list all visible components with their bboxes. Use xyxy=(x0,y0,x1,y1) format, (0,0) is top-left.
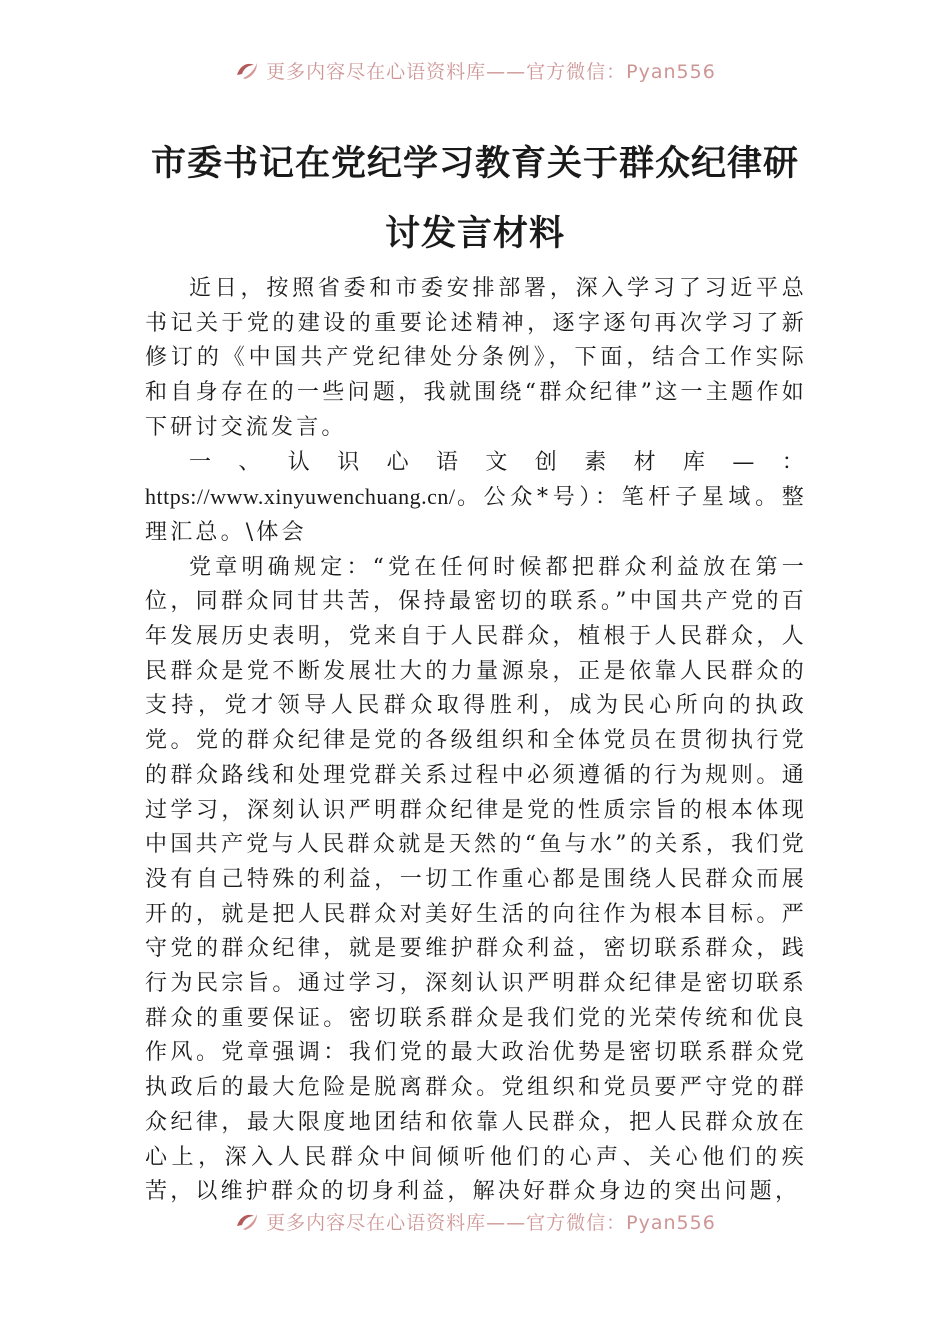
section-heading-suffix: 。公众*号）：笔杆子星域。整理汇总。\体会 xyxy=(145,485,807,545)
paragraph-intro: 近日，按照省委和市委安排部署，深入学习了习近平总书记关于党的建设的重要论述精神，逐字逐句再次学习了新修订的《中国共产党纪律处分条例》，下面，结合工作实际和自身存在的一些问题，我就围绕“群众纪律”这一主题作如下研讨交流发言。 xyxy=(145,276,807,440)
footer-watermark-banner xyxy=(0,1208,950,1234)
section-heading-text: 一、认识心语文创素材库—： xyxy=(189,449,807,475)
paragraph-section-heading xyxy=(145,446,807,551)
document-title-line-2: 讨发言材料 xyxy=(384,213,565,254)
paragraph-body: 党章明确规定：“党在任何时候都把群众利益放在第一位，同群众同甘共苦，保持最密切的联系。”中国共产党的百年发展历史表明，党来自于人民群众，植根于人民群众，人民群众是党不断发展壮大的力量源泉，正是依靠人民群众的支持，党才领导人民群众取得胜利，成为民心所向的执政党。党的群众纪律是党的各级组织和全体党员在贯彻执行党的群众路线和处理党群关系过程中必须遵循的行为规则。通过学习，深刻认识严明群众纪律是党的性质宗旨的根本体现中国共产党与人民群众就是天然的“鱼与水”的关系，我们党没有自己特殊的利益，一切工作重心都是围绕人民群众而展开的，就是把人民群众对美好生活的向往作为根本目标。严守党的群众纪律，就是要维护群众利益，密切联系群众，践行为民宗旨。通过学习，深刻认识严明群众纪律是密切联系群众的重要保证。密切联系群众是我们党的光荣传统和优良作风。党章强调：我们党的最大政治优势是密切联系群众党执政后的最大危险是脱离群众。党组织和党员要严守党的群众纪律，最大限度地团结和依靠人民群众，把人民群众放在心上，深入人民群众中间倾听他们的心声、关心他们的疾苦，以维护群众的切身利益，解决好群众身边的突出问题， xyxy=(145,554,807,1205)
brand-logo-icon xyxy=(234,59,260,81)
header-watermark-banner xyxy=(0,57,950,83)
header-watermark-text: 更多内容尽在心语资料库——官方微信：Pyan556 xyxy=(266,60,716,83)
document-title-line-1: 市委书记在党纪学习教育关于群众纪律研 xyxy=(150,143,799,184)
document-body xyxy=(145,272,807,1210)
source-url-link[interactable]: https://www.xinyuwenchuang.cn/ xyxy=(145,484,456,510)
footer-watermark-text: 更多内容尽在心语资料库——官方微信：Pyan556 xyxy=(266,1211,716,1234)
brand-logo-icon xyxy=(234,1210,260,1232)
